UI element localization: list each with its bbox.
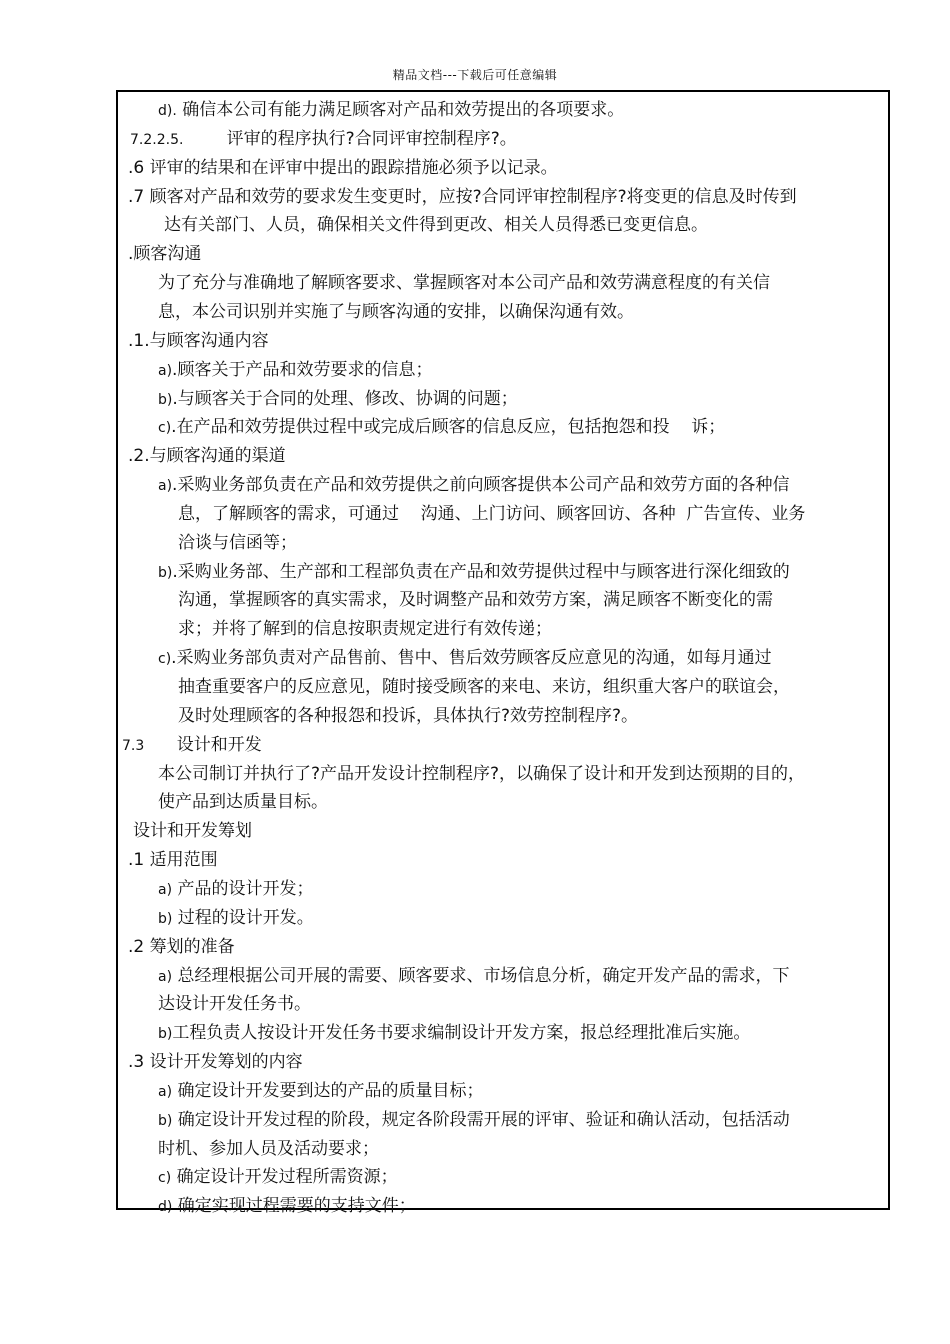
- text-line: [158, 761, 805, 787]
- text-line: [128, 328, 269, 354]
- line-text: 息，本公司识别并实施了与顾客沟通的安排，以确保沟通有效。: [158, 301, 634, 322]
- item-label: a): [158, 1083, 173, 1100]
- text-line: [158, 1193, 416, 1220]
- text-line: [158, 876, 313, 903]
- item-label: c): [158, 651, 172, 668]
- line-text: .采购业务部负责对产品售前、售中、售后效劳顾客反应意见的沟通，如每月通过: [171, 648, 772, 669]
- text-line: [158, 963, 789, 990]
- line-text: .1.与顾客沟通内容: [128, 330, 269, 351]
- item-label: b): [158, 1112, 173, 1129]
- text-line: [178, 530, 297, 556]
- line-text: .与顾客关于合同的处理、修改、协调的问题；: [172, 388, 518, 409]
- line-text: .顾客关于产品和效劳要求的信息；: [172, 359, 433, 380]
- line-text: 确信本公司有能力满足顾客对产品和效劳提出的各项要求。: [176, 100, 625, 120]
- item-label: b): [158, 910, 173, 927]
- line-text: .7 顾客对产品和效劳的要求发生变更时，应按?合同评审控制程序?将变更的信息及时传到: [128, 186, 797, 207]
- text-line: [130, 126, 517, 153]
- text-line: [122, 732, 262, 759]
- item-label: a): [158, 478, 173, 495]
- line-text: .2.与顾客沟通的渠道: [128, 446, 286, 467]
- line-text: .2 筹划的准备: [128, 936, 235, 957]
- text-line: [178, 703, 638, 729]
- line-text: 确定设计开发过程所需资源；: [171, 1167, 398, 1188]
- text-line: [158, 270, 770, 296]
- item-label: b): [158, 391, 173, 408]
- text-line: [158, 97, 624, 124]
- line-text: 设计和开发筹划: [133, 821, 252, 842]
- line-text: .3 设计开发筹划的内容: [128, 1052, 303, 1073]
- text-line: [158, 559, 790, 586]
- line-text: 确定设计开发要到达的产品的质量目标；: [172, 1080, 484, 1101]
- line-text: 洽谈与信函等；: [178, 532, 297, 553]
- item-label: c): [158, 1170, 172, 1187]
- line-text: 设计和开发: [144, 734, 262, 755]
- line-text: .采购业务部、生产部和工程部负责在产品和效劳提供过程中与顾客进行深化细致的: [172, 561, 790, 582]
- line-text: 使产品到达质量目标。: [158, 792, 328, 813]
- line-text: 及时处理顾客的各种报怨和投诉，具体执行?效劳控制程序?。: [178, 705, 639, 726]
- text-line: [128, 1049, 303, 1075]
- line-text: .顾客沟通: [128, 244, 202, 265]
- text-line: [158, 414, 725, 441]
- text-line: [128, 184, 797, 210]
- item-label: 7.2.2.5.: [130, 131, 184, 148]
- text-line: [178, 616, 552, 642]
- item-label: d): [158, 1199, 173, 1216]
- item-label: b): [158, 1026, 173, 1043]
- item-label: 7.3: [122, 737, 145, 754]
- line-text: 本公司制订并执行了?产品开发设计控制程序?，以确保了设计和开发到达预期的目的，: [158, 763, 806, 784]
- text-line: [158, 1020, 750, 1047]
- text-line: [178, 587, 773, 613]
- text-line: [158, 1078, 483, 1105]
- text-line: [128, 155, 558, 181]
- line-text: .采购业务部负责在产品和效劳提供之前向顾客提供本公司产品和效劳方面的各种信: [172, 475, 790, 496]
- line-text: 确定设计开发过程的阶段，规定各阶段需开展的评审、验证和确认活动，包括活动: [172, 1109, 790, 1130]
- line-text: 确定实现过程需要的支持文件；: [172, 1196, 416, 1217]
- line-text: 工程负责人按设计开发任务书要求编制设计开发方案，报总经理批准后实施。: [172, 1023, 751, 1044]
- item-label: a): [158, 362, 173, 379]
- line-text: 产品的设计开发；: [172, 878, 314, 899]
- text-line: [128, 443, 286, 469]
- line-text: .6 评审的结果和在评审中提出的跟踪措施必须予以记录。: [128, 157, 558, 178]
- text-line: [158, 472, 789, 499]
- text-line: [158, 386, 518, 413]
- item-label: a): [158, 968, 173, 985]
- text-line: [128, 241, 201, 267]
- line-text: 总经理根据公司开展的需要、顾客要求、市场信息分析，确定开发产品的需求，下: [172, 965, 790, 986]
- text-line: [158, 905, 314, 932]
- page-header: 精品文档---下载后可任意编辑: [392, 68, 558, 82]
- line-text: 过程的设计开发。: [172, 907, 314, 928]
- item-label: a): [158, 881, 173, 898]
- line-text: 时机、参加人员及活动要求；: [158, 1138, 379, 1159]
- line-text: 评审的程序执行?合同评审控制程序?。: [183, 128, 517, 149]
- item-label: b): [158, 564, 173, 581]
- text-line: [128, 847, 218, 873]
- text-line: [178, 674, 790, 700]
- text-line: [158, 357, 432, 384]
- text-line: [133, 818, 252, 844]
- text-line: [164, 212, 708, 238]
- text-line: [158, 1136, 379, 1162]
- text-line: [158, 1164, 398, 1191]
- line-text: 求；并将了解到的信息按职责规定进行有效传递；: [178, 619, 552, 640]
- line-text: .在产品和效劳提供过程中或完成后顾客的信息反应，包括抱怨和投 诉；: [171, 417, 726, 438]
- line-text: 达有关部门、人员，确保相关文件得到更改、相关人员得悉已变更信息。: [164, 215, 708, 236]
- line-text: 息，了解顾客的需求，可通过 沟通、上门访问、顾客回访、各种 广告宣传、业务: [178, 503, 806, 524]
- text-line: [158, 299, 634, 325]
- line-text: 沟通，掌握顾客的真实需求，及时调整产品和效劳方案，满足顾客不断变化的需: [178, 590, 773, 611]
- text-line: [158, 1107, 790, 1134]
- item-label: d).: [158, 103, 177, 119]
- line-text: 抽查重要客户的反应意见，随时接受顾客的来电、来访，组织重大客户的联谊会，: [178, 677, 790, 697]
- line-text: 达设计开发任务书。: [158, 994, 311, 1015]
- line-text: .1 适用范围: [128, 850, 218, 871]
- line-text: 为了充分与准确地了解顾客要求、掌握顾客对本公司产品和效劳满意程度的有关信: [158, 273, 770, 294]
- text-line: [158, 645, 772, 672]
- text-line: [128, 934, 235, 960]
- text-line: [158, 991, 311, 1017]
- text-line: [158, 789, 328, 815]
- text-line: [178, 501, 805, 527]
- item-label: c): [158, 420, 172, 437]
